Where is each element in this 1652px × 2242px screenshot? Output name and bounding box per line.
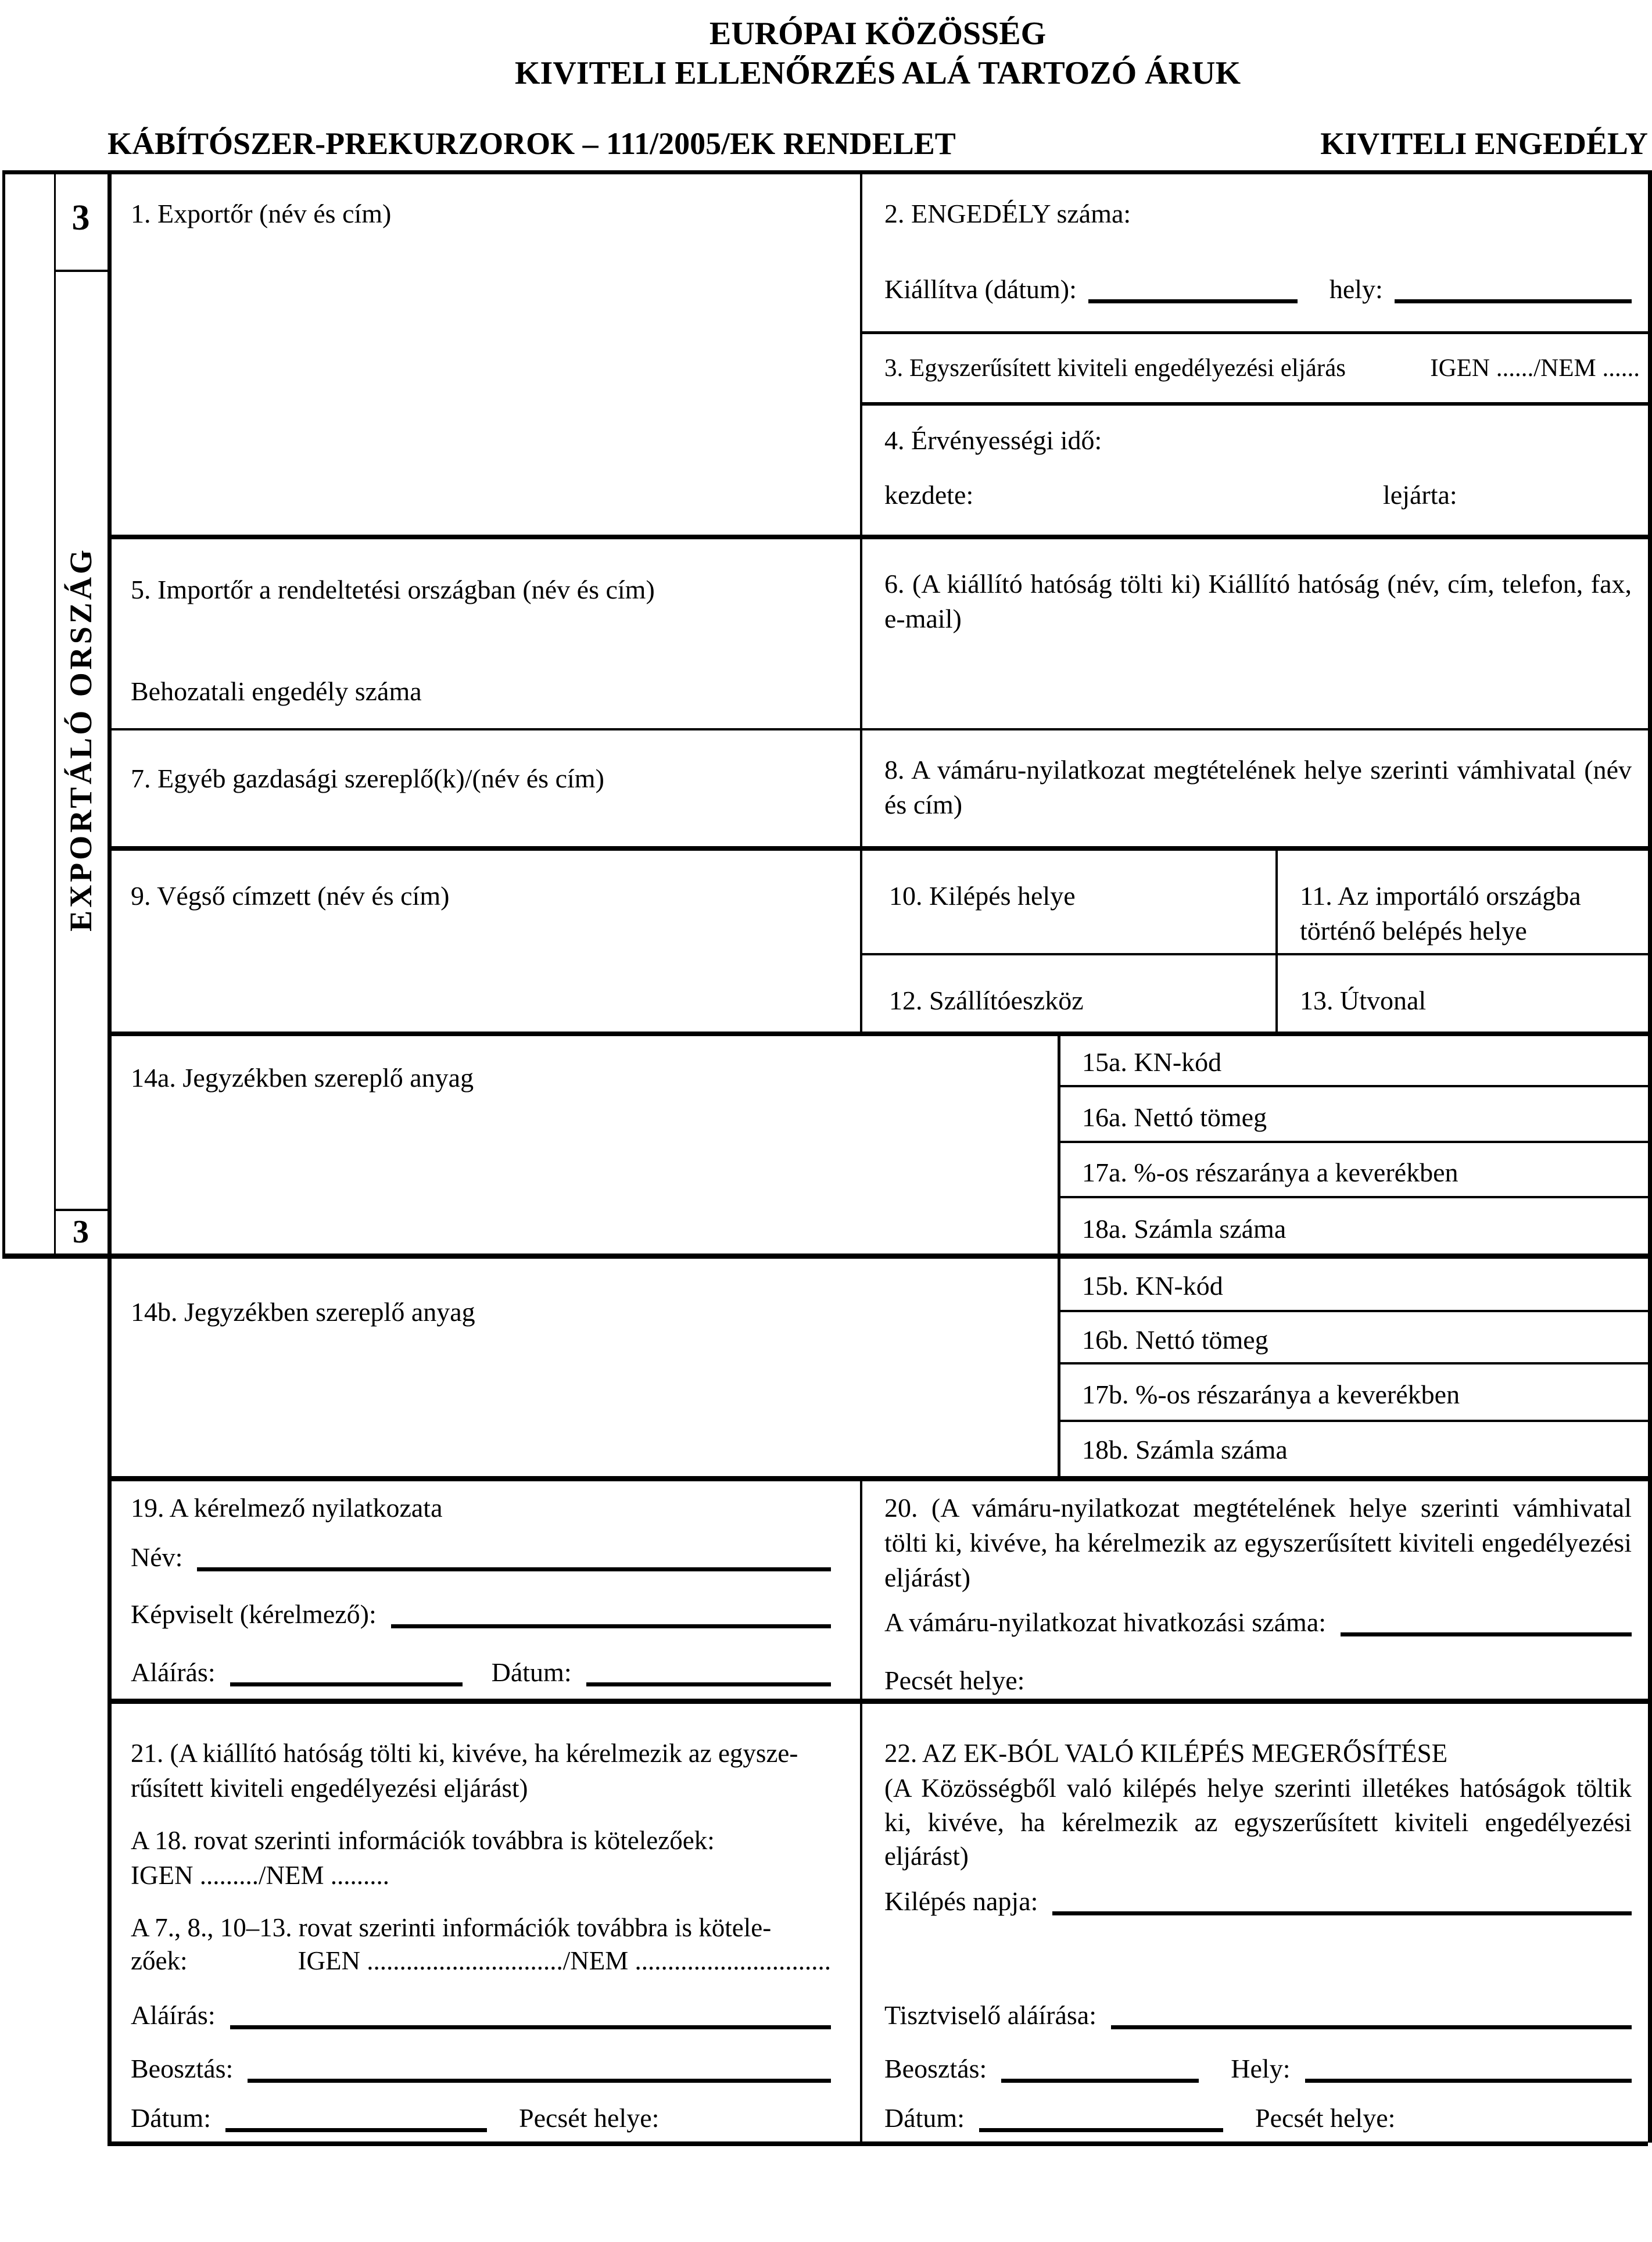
date-fill-line	[225, 2122, 487, 2132]
field-5-import-licence-number: Behozatali engedély száma	[131, 676, 422, 706]
validity-start-label: kezdete:	[884, 480, 974, 510]
section-line	[107, 535, 1648, 539]
signature-label: Aláírás:	[131, 1657, 216, 1687]
grid-line	[1275, 847, 1278, 1033]
field-21-position-row	[131, 2051, 831, 2086]
exporting-country-strip	[54, 270, 107, 1209]
field-22-note: (A Közösségből való kilépés helye szerinti illetékes hatóságok töltik ki, kivéve, ha kérelmezik az egyszerűsített kiviteli engedélyezési eljárást)	[884, 1774, 1632, 1871]
field-21-note-line1: 21. (A kiállító hatóság tölti ki, kivéve, ha kérelmezik az egysze-	[131, 1739, 798, 1768]
section-line	[107, 1476, 1648, 1481]
required-suffix-label: zőek:	[131, 1946, 188, 1975]
field-21-date-row	[131, 2101, 831, 2136]
official-signature-label: Tisztviselő aláírása:	[884, 2000, 1096, 2030]
table-right-border	[1648, 170, 1652, 2143]
header-doc-type: KIVITELI ENGEDÉLY	[1320, 126, 1648, 161]
field-6-issuing-authority: 6. (A kiállító hatóság tölti ki) Kiállító hatóság (név, cím, telefon, fax, e-mail)	[884, 569, 1632, 633]
field-4-validity: 4. Érvényességi idő:	[884, 425, 1102, 455]
field-21-boxes7-13-required-line1: A 7., 8., 10–13. rovat szerinti információk továbbra is kötele-	[131, 1913, 772, 1942]
field-22-title: 22. AZ EK-BÓL VALÓ KILÉPÉS MEGERŐSÍTÉSE	[884, 1739, 1448, 1768]
position-fill-line	[1001, 2073, 1199, 2083]
signature-fill-line	[230, 2019, 831, 2029]
section-line	[107, 1032, 1648, 1036]
field-9-final-consignee: 9. Végső címzett (név és cím)	[131, 881, 450, 911]
applicant-name-label: Név:	[131, 1542, 183, 1572]
section-line	[107, 846, 1648, 851]
field-19-name-row	[131, 1540, 831, 1575]
field-21-note-line2: rűsített kiviteli engedélyezési eljárást)	[131, 1774, 528, 1803]
field-5-importer: 5. Importőr a rendeltetési országban (név és cím)	[131, 575, 655, 604]
grid-line	[54, 1209, 107, 1211]
position-label: Beosztás:	[131, 2054, 234, 2083]
grid-line	[860, 331, 1648, 334]
field-21-box18-yes-no: IGEN ........./NEM .........	[131, 1861, 389, 1890]
field-19-represented-row	[131, 1597, 831, 1632]
field-22-exit-date-row	[884, 1884, 1632, 1919]
issued-place-fill-line	[1395, 293, 1632, 303]
field-22-official-signature-row	[884, 1998, 1632, 2033]
place-fill-line	[1305, 2073, 1632, 2083]
field-18b-invoice-number: 18b. Számla száma	[1082, 1435, 1288, 1464]
grid-line	[1058, 1420, 1648, 1422]
stamp-label: Pecsét helye:	[1255, 2103, 1396, 2133]
field-17b-mixture-percentage: 17b. %-os részaránya a keverékben	[1082, 1380, 1460, 1409]
field-15a-cn-code: 15a. KN-kód	[1082, 1047, 1222, 1077]
grid-line-main-left	[107, 170, 112, 2146]
field-17a-mixture-percentage: 17a. %-os részaránya a keverékben	[1082, 1158, 1459, 1187]
signature-fill-line	[230, 1677, 463, 1686]
section-line	[2, 1253, 1648, 1259]
field-20-customs-note: 20. (A vámáru-nyilatkozat megtételének helye szerinti vámhivatal tölti ki, kivéve, ha kérelmezik az egyszerűsített kiviteli engedélyezési eljárást)	[884, 1493, 1632, 1592]
grid-line	[1058, 1085, 1648, 1087]
field-20-stamp-label: Pecsét helye:	[884, 1666, 1025, 1695]
grid-line-center	[860, 170, 862, 1033]
copy-number-bottom: 3	[73, 1214, 89, 1250]
field-1-exporter: 1. Exportőr (név és cím)	[131, 199, 392, 228]
date-fill-line	[586, 1677, 831, 1686]
signature-label: Aláírás:	[131, 2000, 216, 2030]
represented-fill-line	[391, 1618, 831, 1628]
simplified-procedure-yes-no: IGEN ....../NEM ......	[1430, 354, 1640, 382]
field-16b-net-mass: 16b. Nettó tömeg	[1082, 1325, 1268, 1355]
issued-date-fill-line	[1088, 293, 1298, 303]
field-22-position-row	[884, 2051, 1632, 2086]
exit-date-fill-line	[1052, 1906, 1632, 1915]
field-16a-net-mass: 16a. Nettó tömeg	[1082, 1102, 1267, 1132]
section-line	[107, 1699, 1648, 1704]
field-15b-cn-code: 15b. KN-kód	[1082, 1271, 1223, 1301]
field-21-signature-row	[131, 1998, 831, 2033]
stamp-label: Pecsét helye:	[518, 2103, 660, 2133]
grid-line	[1058, 1310, 1648, 1312]
grid-line	[860, 402, 1648, 406]
declaration-reference-fill-line	[1341, 1627, 1632, 1636]
copy-number-top: 3	[71, 198, 90, 238]
position-fill-line	[248, 2073, 831, 2083]
simplified-procedure-label: 3. Egyszerűsített kiviteli engedélyezési eljárás	[884, 354, 1346, 382]
validity-end-label: lejárta:	[1383, 480, 1457, 510]
field-21-box18-required: A 18. rovat szerinti információk továbbra is kötelezőek:	[131, 1826, 715, 1855]
field-18a-invoice-number: 18a. Számla száma	[1082, 1214, 1287, 1244]
field-10-exit-place: 10. Kilépés helye	[889, 881, 1076, 911]
header-community: EURÓPAI KÖZÖSSÉG	[709, 16, 1047, 52]
date-label: Dátum:	[884, 2103, 965, 2133]
header-regulation: KÁBÍTÓSZER-PREKURZOROK – 111/2005/EK RENDELET	[107, 126, 956, 161]
date-label: Dátum:	[131, 2103, 211, 2133]
field-7-other-operators: 7. Egyéb gazdasági szereplő(k)/(név és cím)	[131, 764, 604, 793]
exit-date-label: Kilépés napja:	[884, 1886, 1038, 1916]
grid-line	[1058, 1362, 1648, 1364]
field-19-signature-row	[131, 1655, 831, 1690]
field-8-customs-office: 8. A vámáru-nyilatkozat megtételének helye szerinti vámhivatal (név és cím)	[884, 755, 1632, 819]
field-3-simplified-procedure	[884, 352, 1640, 385]
issued-place-label: hely:	[1329, 274, 1383, 304]
field-11-entry-place: 11. Az importáló országba történő belépés helye	[1300, 881, 1581, 945]
applicant-name-fill-line	[197, 1561, 831, 1571]
field-2-issued-row	[884, 272, 1632, 307]
grid-line	[107, 728, 1648, 730]
table-top-border	[2, 170, 1648, 174]
field-19-applicant-declaration: 19. A kérelmező nyilatkozata	[131, 1493, 443, 1523]
grid-line	[1058, 1033, 1060, 1478]
grid-line	[860, 953, 1648, 955]
field-14a-scheduled-substance: 14a. Jegyzékben szereplő anyag	[131, 1063, 474, 1093]
grid-line	[1058, 1141, 1648, 1143]
issued-date-label: Kiállítva (dátum):	[884, 274, 1077, 304]
date-fill-line	[979, 2122, 1223, 2132]
field-13-route: 13. Útvonal	[1300, 986, 1427, 1015]
table-left-border	[2, 170, 5, 1259]
grid-line-center	[860, 1477, 862, 2143]
place-label: Hely:	[1231, 2054, 1291, 2083]
table-bottom-border	[107, 2141, 1648, 2146]
exporting-country-label: EXPORTÁLÓ ORSZÁG	[63, 547, 98, 932]
field-2-licence-number: 2. ENGEDÉLY száma:	[884, 199, 1131, 228]
position-label: Beosztás:	[884, 2054, 987, 2083]
field-12-transport-means: 12. Szállítóeszköz	[889, 986, 1084, 1015]
header-subtitle: KIVITELI ELLENŐRZÉS ALÁ TARTOZÓ ÁRUK	[514, 55, 1241, 91]
date-label: Dátum:	[491, 1657, 572, 1687]
boxes7-13-yes-no: IGEN ............................../NEM ..............................	[298, 1946, 831, 1975]
declaration-reference-label: A vámáru-nyilatkozat hivatkozási száma:	[884, 1607, 1327, 1637]
field-22-date-row	[884, 2101, 1632, 2136]
official-signature-fill-line	[1111, 2019, 1632, 2029]
grid-line	[1058, 1196, 1648, 1198]
represented-label: Képviselt (kérelmező):	[131, 1599, 377, 1629]
field-20-reference-row	[884, 1605, 1632, 1640]
field-14b-scheduled-substance: 14b. Jegyzékben szereplő anyag	[131, 1297, 475, 1327]
field-21-boxes7-13-required-line2	[131, 1944, 831, 1978]
